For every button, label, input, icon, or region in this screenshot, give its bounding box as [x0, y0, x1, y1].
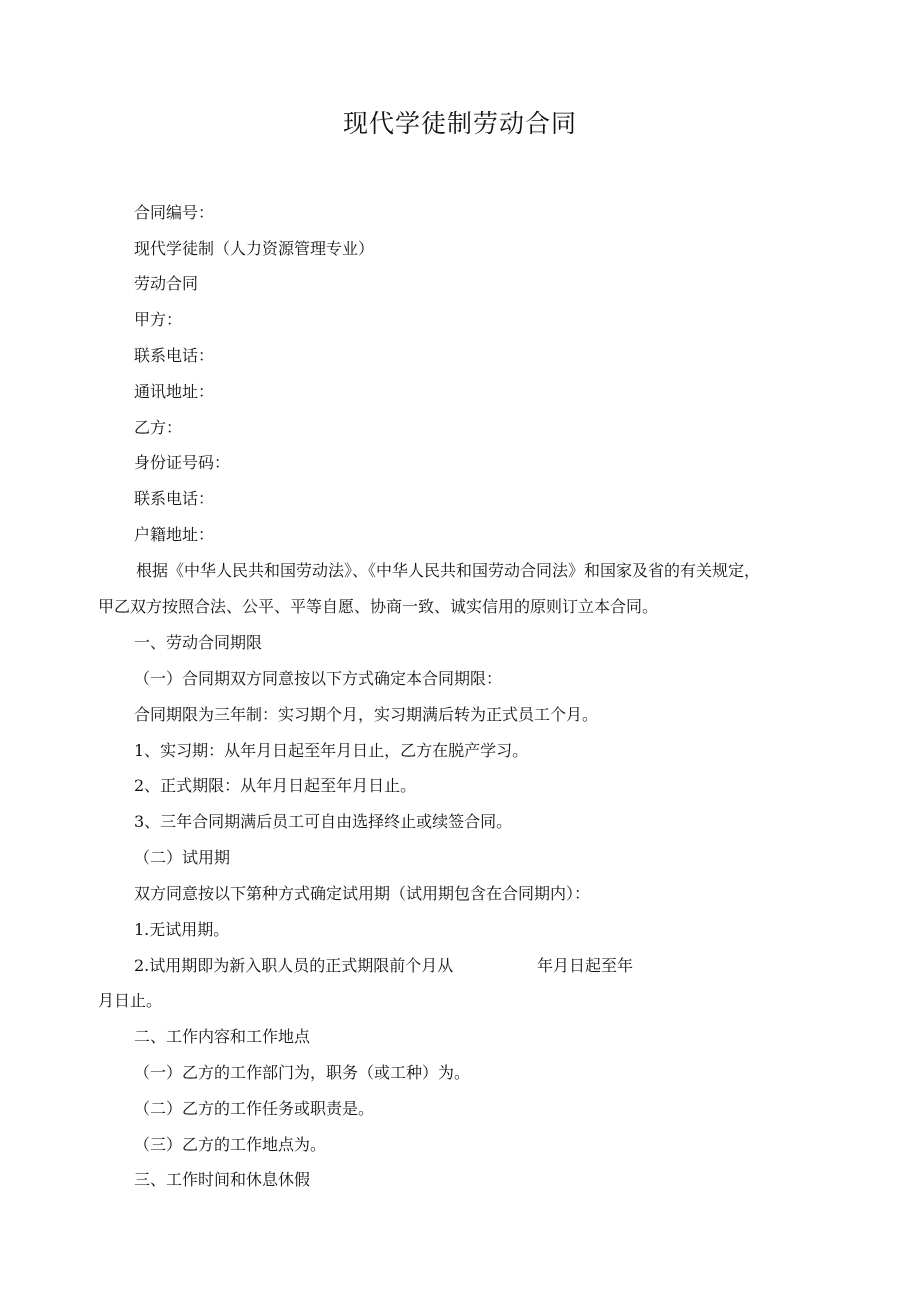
probation-description: 双方同意按以下第种方式确定试用期（试用期包含在合同期内）：	[134, 884, 591, 903]
contract-subtitle-major: 现代学徒制（人力资源管理专业）	[134, 239, 375, 258]
work-item-2: （二）乙方的工作任务或职责是。	[134, 1099, 375, 1118]
term-item-2: 2、正式期限：从年月日起至年月日止。	[134, 776, 417, 795]
probation-option-2-part-1: 2.试用期即为新入职人员的正式期限前个月从	[134, 956, 454, 975]
document-title: 现代学徒制劳动合同	[342, 109, 577, 138]
term-description: 合同期限为三年制：实习期个月，实习期满后转为正式员工个月。	[134, 705, 599, 724]
section-1-sub-2: （二）试用期	[134, 848, 231, 867]
work-item-3: （三）乙方的工作地点为。	[134, 1135, 327, 1154]
term-item-3: 3、三年合同期满后员工可自由选择终止或续签合同。	[134, 812, 513, 831]
party-b-id-label: 身份证号码：	[134, 453, 231, 472]
section-1-heading: 一、劳动合同期限	[134, 633, 263, 652]
preamble-line-2: 甲乙双方按照合法、公平、平等自愿、协商一致、诚实信用的原则订立本合同。	[98, 597, 659, 616]
section-3-heading: 三、工作时间和休息休假	[134, 1170, 311, 1189]
probation-option-2-part-2: 年月日起至年	[537, 956, 634, 975]
section-1-sub-1: （一）合同期双方同意按以下方式确定本合同期限：	[134, 669, 503, 688]
party-a-label: 甲方：	[134, 310, 183, 329]
probation-option-1: 1.无试用期。	[134, 920, 230, 939]
work-item-1: （一）乙方的工作部门为，职务（或工种）为。	[134, 1063, 471, 1082]
party-b-household-label: 户籍地址：	[134, 525, 215, 544]
contract-number-label: 合同编号：	[134, 203, 215, 222]
party-a-phone-label: 联系电话：	[134, 346, 215, 365]
party-a-address-label: 通讯地址：	[134, 382, 215, 401]
probation-option-2-part-3: 月日止。	[98, 991, 163, 1010]
party-b-label: 乙方：	[134, 418, 183, 437]
term-item-1: 1、实习期：从年月日起至年月日止，乙方在脱产学习。	[134, 741, 529, 760]
section-2-heading: 二、工作内容和工作地点	[134, 1027, 311, 1046]
preamble-line-1: 根据《中华人民共和国劳动法》、《中华人民共和国劳动合同法》和国家及省的有关规定，	[136, 561, 761, 580]
contract-subtitle-type: 劳动合同	[134, 274, 199, 293]
party-b-phone-label: 联系电话：	[134, 489, 215, 508]
